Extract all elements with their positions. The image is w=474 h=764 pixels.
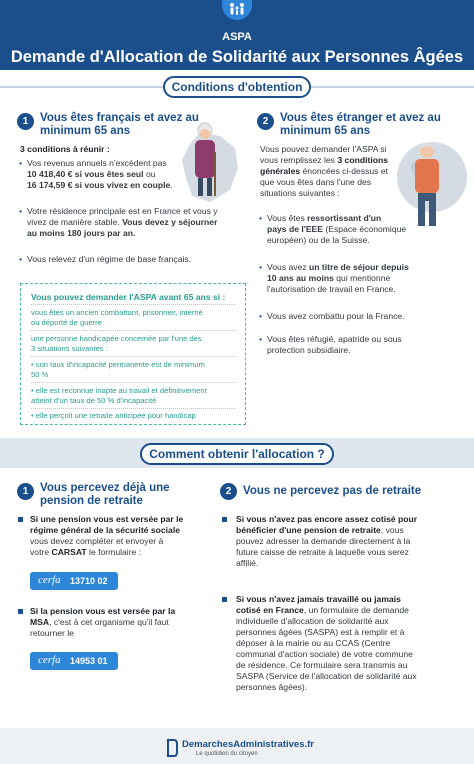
info-item: une personne handicapée concernée par l'une des 3 situations suivantes : bbox=[31, 334, 202, 353]
cerfa-logo: cerfa bbox=[38, 574, 61, 586]
step-number: 2 bbox=[257, 113, 274, 130]
header-banner bbox=[0, 0, 474, 70]
obtain-future-fund-text: Si vous n'avez pas encore assez cotisé pour bénéficier d'une pension de retraite, vous pouvez adresser la demande directement à la future caisse de retraite à laquelle vous serez affilié. bbox=[236, 514, 418, 568]
page-title: Demande d'Allocation de Solidarité aux Personnes Âgées bbox=[10, 48, 464, 66]
obtain-heading-not-retired: Vous ne percevez pas de retraite bbox=[243, 485, 422, 497]
condition-regime: • Vous relevez d'un régime de base français. bbox=[27, 254, 242, 265]
foreign-condition-combat: • Vous avez combattu pour la France. bbox=[267, 311, 457, 322]
bullet-square bbox=[18, 517, 23, 522]
cerfa-number: 14953 01 bbox=[70, 656, 108, 666]
bullet-square bbox=[222, 597, 227, 602]
divider bbox=[31, 408, 236, 409]
divider bbox=[31, 382, 236, 383]
footer-tagline: Le quotidien du citoyen bbox=[196, 751, 258, 757]
divider bbox=[31, 330, 236, 331]
cerfa-badge-14953 bbox=[30, 652, 118, 670]
condition-residence: • Votre résidence principale est en France et vous y vivez de manière stable. Vous devez y séjourner au moins 180 jours par an. bbox=[27, 206, 242, 239]
section-title-conditions: Conditions d'obtention bbox=[163, 76, 311, 98]
foreign-condition-residence-permit: • Vous avez un titre de séjour depuis 10 ans au moins qui mentionne l'autorisation de travail en France. bbox=[267, 262, 457, 295]
conditions-intro: 3 conditions à réunir : bbox=[20, 144, 110, 154]
condition-heading-french: Vous êtes français et avez au minimum 65 ans bbox=[40, 112, 199, 137]
step-number: 1 bbox=[17, 113, 34, 130]
step-number: 2 bbox=[220, 483, 237, 500]
condition-heading-foreign: Vous êtes étranger et avez au minimum 65 ans bbox=[280, 112, 441, 137]
early-eligibility-box bbox=[20, 283, 246, 425]
divider bbox=[31, 304, 236, 305]
cerfa-logo: cerfa bbox=[38, 654, 61, 666]
info-item: vous êtes un ancien combattant, prisonnier, interné ou déporté de guerre bbox=[31, 308, 203, 327]
section-title-obtain: Comment obtenir l'allocation ? bbox=[140, 443, 334, 465]
condition-income: • Vos revenus annuels n'excèdent pas 10 418,40 € si vous êtes seul ou 16 174,59 € si vous vivez en couple. bbox=[27, 158, 192, 191]
family-icon bbox=[222, 0, 252, 20]
cerfa-number: 13710 02 bbox=[70, 576, 108, 586]
info-title: Vous pouvez demander l'ASPA avant 65 ans si : bbox=[31, 292, 226, 302]
step-number: 1 bbox=[17, 483, 34, 500]
info-item: • elle est reconnue inapte au travail et définitivement atteint d'un taux de 50 % d'incapacité bbox=[31, 386, 207, 405]
obtain-heading-retired: Vous percevez déjà une pension de retraite bbox=[40, 482, 170, 507]
cerfa-badge-13710 bbox=[30, 572, 118, 590]
bullet-square bbox=[18, 609, 23, 614]
elderly-woman-icon bbox=[188, 122, 222, 205]
info-item: • son taux d'incapacité permanente est de minimum 50 % bbox=[31, 360, 205, 379]
footer-logo-icon bbox=[166, 738, 178, 763]
footer-brand[interactable]: DemarchesAdministratives.fr bbox=[182, 739, 314, 750]
foreign-condition-refugee: • Vous êtes réfugié, apatride ou sous protection subsidiaire. bbox=[267, 334, 457, 356]
foreign-condition-eee: • Vous êtes ressortissant d'un pays de l'EEE (Espace économique européen) ou de la Suisse. bbox=[267, 213, 437, 246]
obtain-msa-text: Si la pension vous est versée par la MSA, c'est à cet organisme qu'il faut retourner le bbox=[30, 606, 176, 638]
bullet-square bbox=[222, 517, 227, 522]
header-kicker: ASPA bbox=[222, 31, 252, 43]
obtain-carsat-text: Si une pension vous est versée par le régime général de la sécurité sociale vous devez compléter et envoyer à votre CARSAT le formulaire : bbox=[30, 514, 184, 557]
obtain-saspa-text: Si vous n'avez jamais travaillé ou jamais cotisé en France, un formulaire de demande individuelle d'allocation de solidarité aux personnes âgées (SASPA) est à remplir et à déposer à la mairie ou au CCAS (Centre communal d'action sociale) de votre commune de résidence. Ce formulaire sera transmis au SASPA (Service de l'allocation de solidarité aux personnes âgées). bbox=[236, 594, 417, 692]
info-item: • elle perçoit une retraite anticipée pour handicap bbox=[31, 411, 196, 420]
divider bbox=[31, 356, 236, 357]
foreign-intro: Vous pouvez demander l'ASPA si vous remplissez les 3 conditions générales énoncées ci-dessus et que vous êtes dans l'une des situations suivantes : bbox=[260, 144, 389, 198]
